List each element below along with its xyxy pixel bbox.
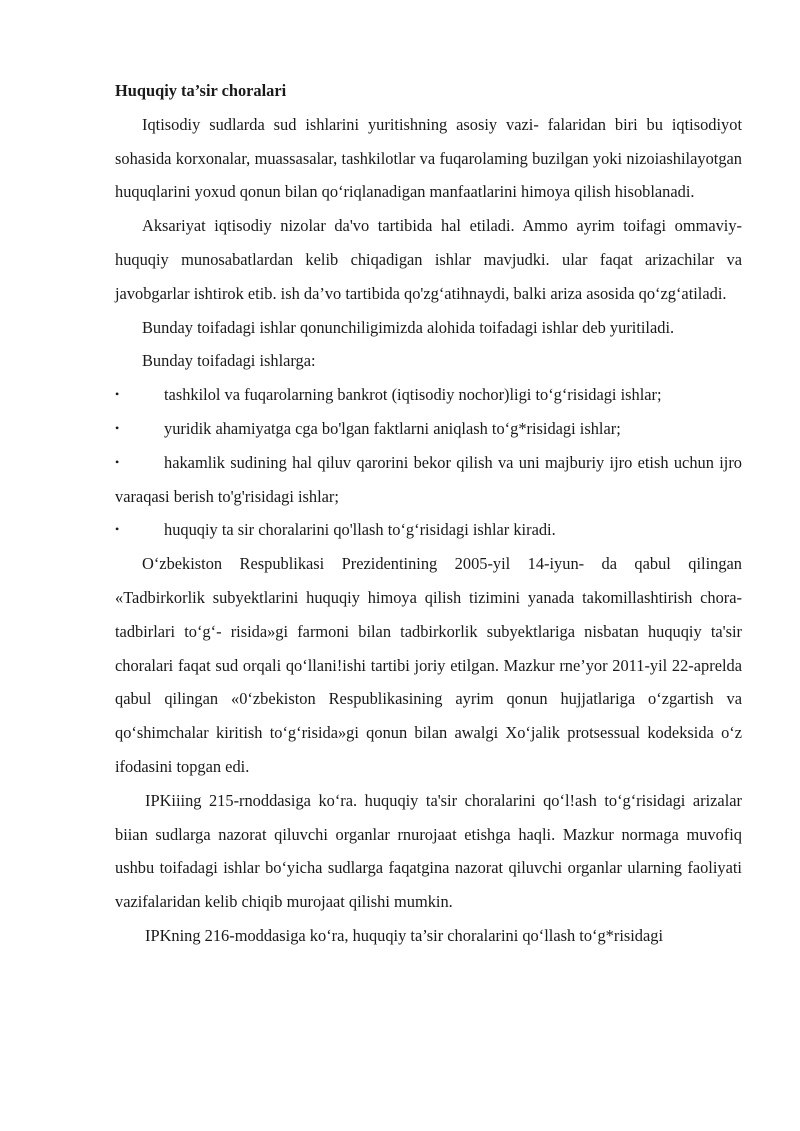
paragraph-7: IPKning 216-moddasiga ko‘ra, huquqiy ta’sir choralarini qo‘llash to‘g*risidagi — [145, 925, 664, 945]
bullet-text: tashkilol va fuqarolarning bankrot (iqtisodiy nochor)ligi to‘g‘risidagi ishlar; — [164, 385, 662, 405]
bullet-item-2 — [115, 412, 742, 446]
paragraph-3: Bunday toifadagi ishlar qonunchiligimizda alohida toifadagi ishlar deb yuritiladi. — [142, 317, 675, 337]
bullet-item-1 — [115, 378, 742, 412]
bullet-marker: • — [115, 420, 120, 435]
bullet-marker: • — [115, 454, 120, 469]
document-page — [115, 74, 742, 953]
paragraph-6: IPKiiing 215-rnoddasiga ko‘ra. huquqiy ta'sir choralarini qo‘l!ash to‘g‘risidagi arizalar biian sudlarga nazorat qiluvchi organlar rnurojaat etishga haqli. Mazkur normaga muvofiq ushbu toifadagi ishlar bo‘yicha sudlarga faqatgina nazorat qiluvchi organlar ularning faoliyati vazifalaridan kelib chiqib murojaat qilishi mumkin. — [115, 790, 742, 912]
paragraph-2: Aksariyat iqtisodiy nizolar da'vo tartibida hal etiladi. Ammo ayrim toifagi ommaviy-huquqiy munosabatlardan kelib chiqadigan ishlar mavjudki. ular faqat arizachilar va javobgarlar ishtirok etib. ish da’vo tartibida qo'zg‘atihnaydi, balki ariza asosida qo‘zg‘atiladi. — [115, 216, 742, 303]
paragraph-1: Iqtisodiy sudlarda sud ishlarini yuritishning asosiy vazi- falaridan biri bu iqtisodiyot sohasida korxonalar, muassasalar, tashkilotlar va fuqarolaming buzilgan yoki nizoiashilayotgan huquqlarini yoxud qonun bilan qo‘riqlanadigan manfaatlarini himoya qilish hisoblanadi. — [115, 114, 742, 202]
bullet-marker: • — [115, 387, 120, 402]
bullet-text: hakamlik sudining hal qiluv qarorini bekor qilish va uni majburiy ijro etish uchun ijro varaqasi berish to'g'risidagi ishlar; — [115, 452, 742, 506]
paragraph-4: Bunday toifadagi ishlarga: — [142, 351, 316, 371]
document-title: Huquqiy ta’sir choralari — [115, 81, 287, 100]
bullet-text: huquqiy ta sir choralarini qo'llash to‘g‘risidagi ishlar kiradi. — [164, 520, 556, 540]
bullet-item-3 — [115, 446, 742, 514]
bullet-item-4 — [115, 513, 742, 547]
bullet-text: yuridik ahamiyatga cga bo'lgan faktlarni aniqlash to‘g*risidagi ishlar; — [164, 418, 621, 438]
bullet-marker: • — [115, 522, 120, 537]
paragraph-5: O‘zbekiston Respublikasi Prezidentining 2005-yil 14-iyun- da qabul qilingan «Tadbirkorlik subyektlarini huquqiy himoya qilish tizimini yanada takomillashtirish chora-tadbirlari to‘g‘- risida»gi farmoni bilan tadbirkorlik subyektlariga nisbatan huquqiy ta'sir choralari faqat sud orqali qo‘llani!ishi tartibi joriy etilgan. Mazkur rne’yor 2011-yil 22-aprelda qabul qilingan «0‘zbekiston Respublikasining ayrim qonun hujjatlariga o‘zgartish va qo‘shimchalar kiritish to‘g‘risida»gi qonun bilan awalgi Xo‘jalik protsessual kodeksida o‘z ifodasini topgan edi. — [115, 554, 742, 776]
